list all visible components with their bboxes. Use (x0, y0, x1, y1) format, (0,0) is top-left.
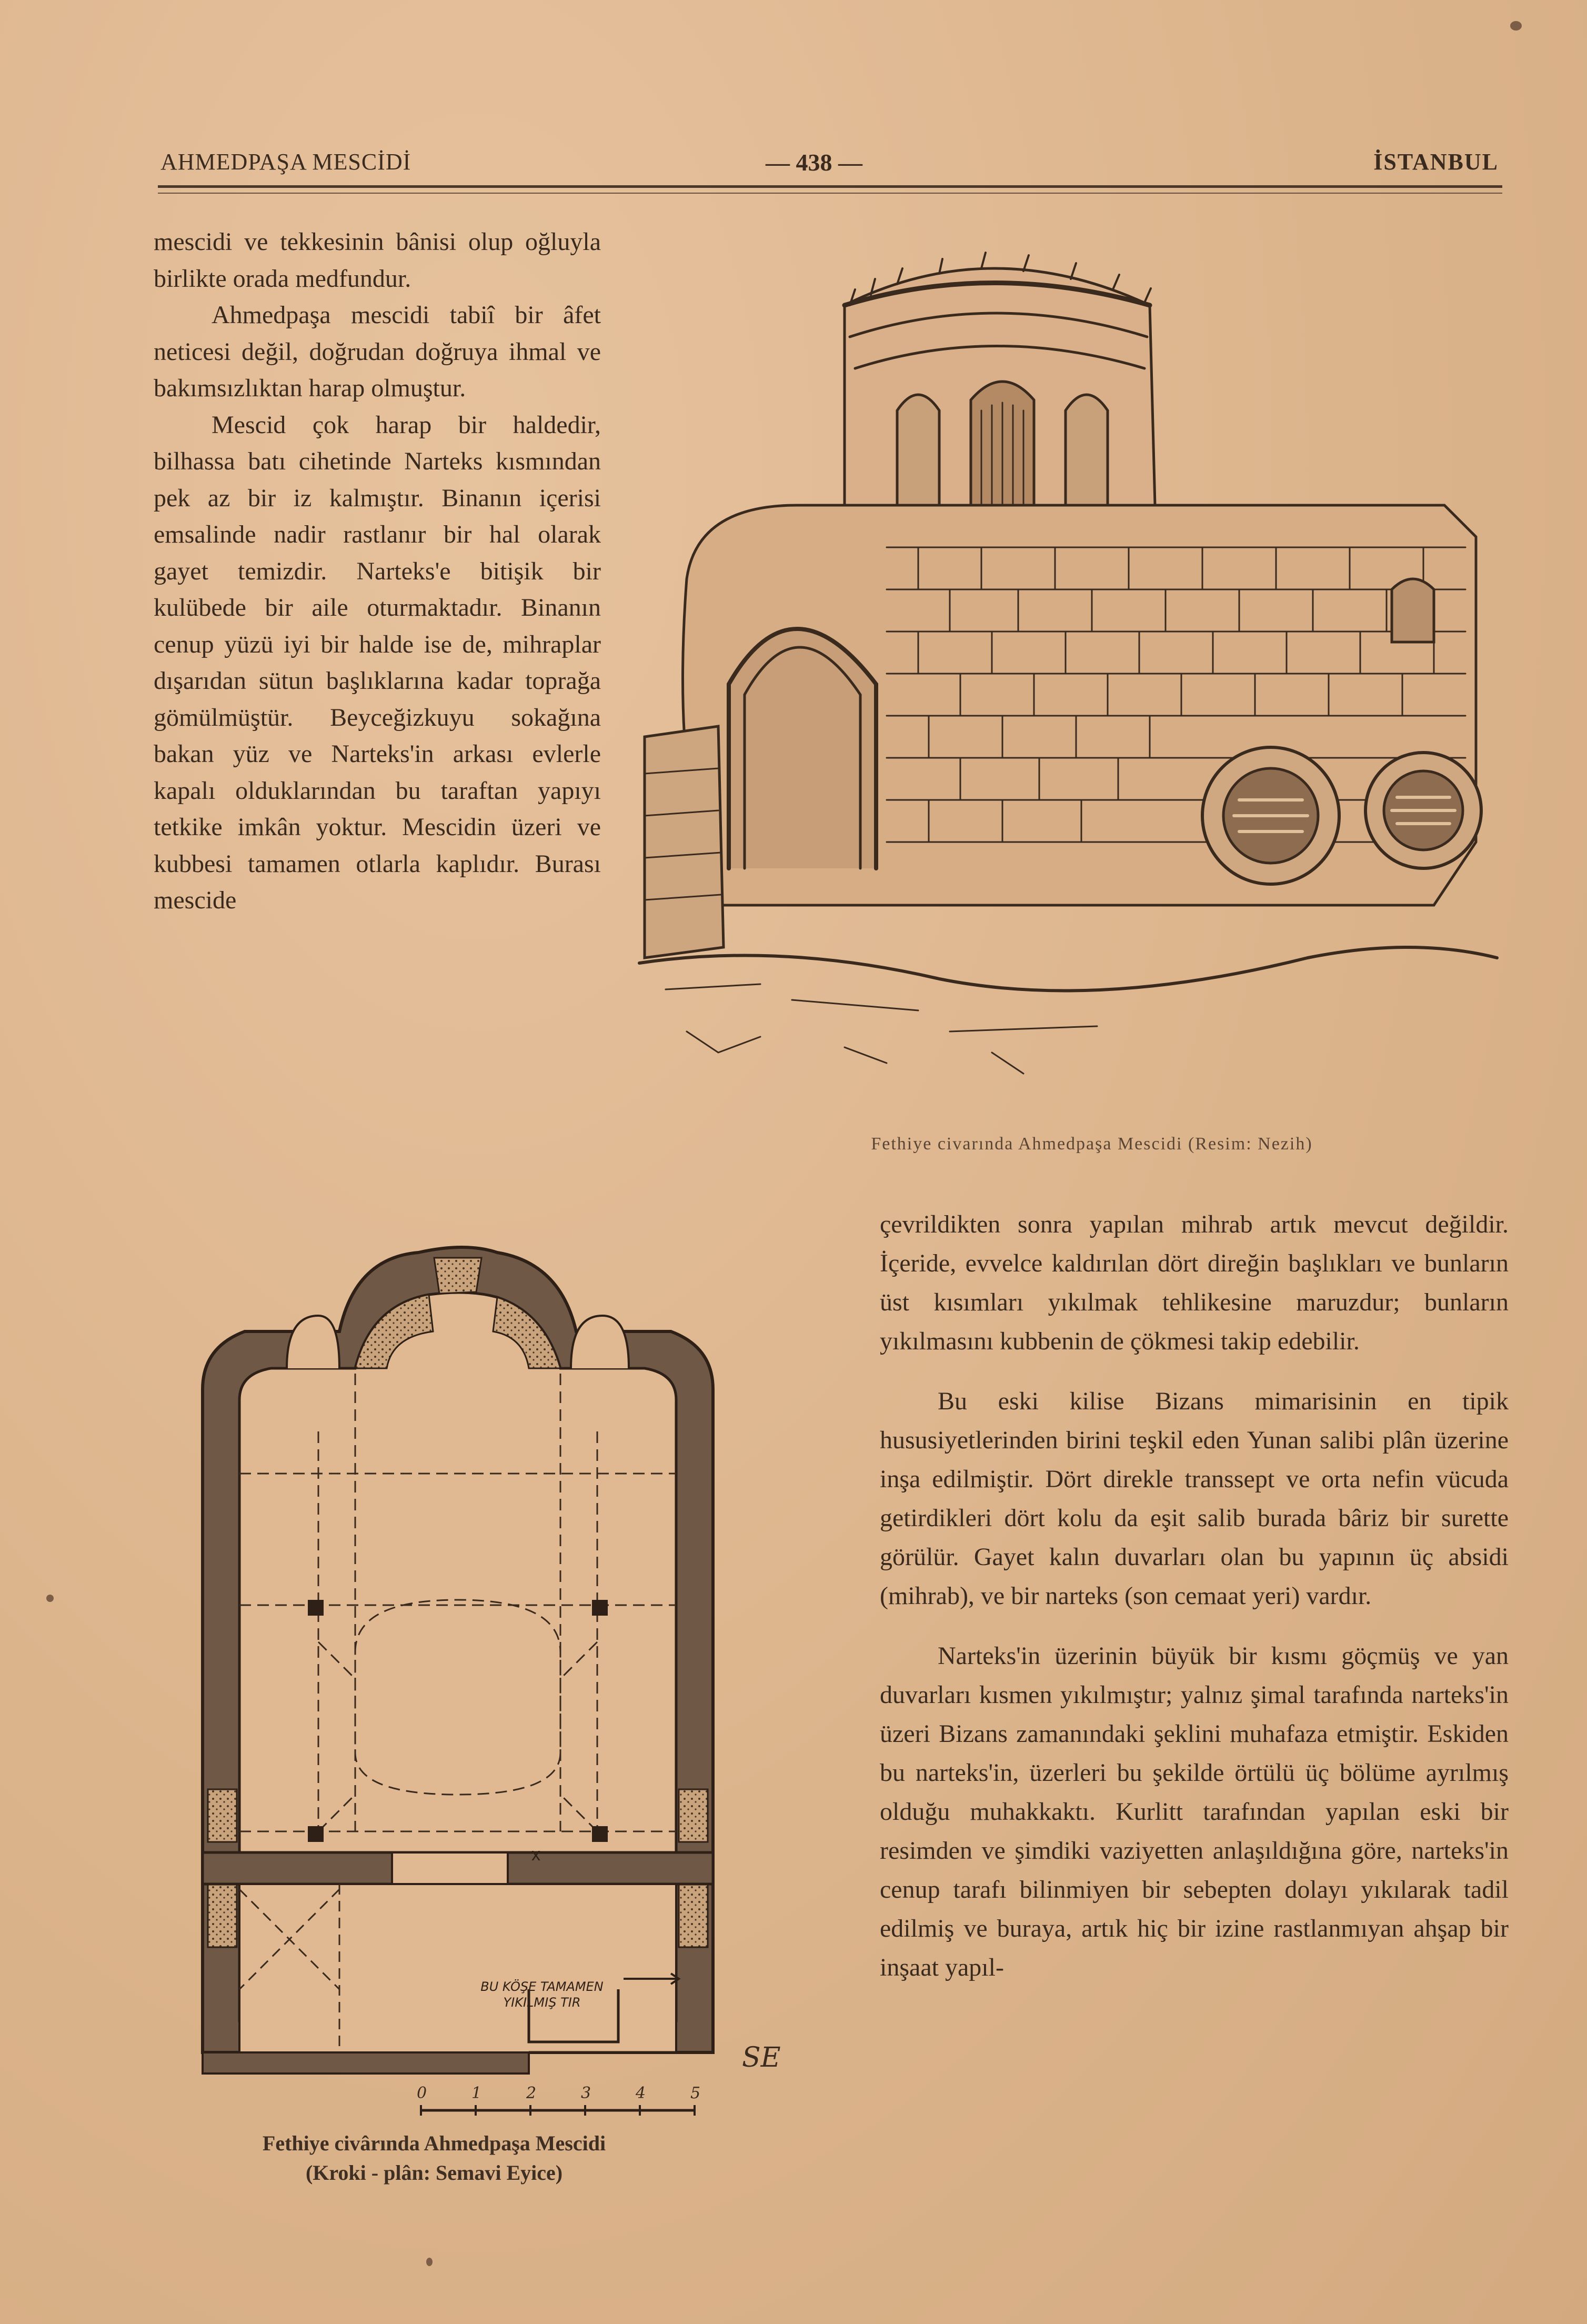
left-text-column (154, 224, 601, 919)
plan-note (463, 1979, 621, 2010)
paper-stain (46, 1595, 54, 1602)
left-paragraph-3: Mescid çok harap bir haldedir, bilhassa batı cihetinde Narteks kısmından pek az bir iz kalmıştır. Binanın içerisi emsalinde nadir rastlanır bir hal olarak gayet temizdir. Narteks'e bitişik bir kulübede bir aile oturmaktadır. Binanın cenup yüzü iyi bir halde ise de, mihraplar dışarıdan sütun başlıklarına kadar toprağa gömülmüştür. Beyceğizkuyu sokağına bakan yüz ve Narteks'in arkası evlerle kapalı olduklarından bu taraftan yapıyı tetkike imkân yoktur. Mescidin üzeri ve kubbesi tamamen otlarla kaplıdır. Burası mescide (154, 410, 601, 914)
scale-label-5: 5 (690, 2084, 701, 2102)
plan-caption-line-2: (Kroki - plân: Semavi Eyice) (305, 2161, 563, 2185)
scale-label-3: 3 (581, 2084, 591, 2102)
scale-label-1: 1 (471, 2084, 482, 2102)
scale-label-0: 0 (417, 2084, 427, 2102)
plan-note-line-2: YIKILMIŞ TIR (503, 1995, 581, 2010)
left-paragraph-2: Ahmedpaşa mescidi tabiî bir âfet neticesi değil, doğrudan doğruya ihmal ve bakımsızlıktan harap olmuştur. (154, 301, 601, 402)
plan-mark-x: x (531, 1845, 540, 1865)
running-header-section: İSTANBUL (1373, 149, 1499, 175)
plan-scale-bar (410, 2084, 705, 2121)
right-paragraph-1: çevrildikten sonra yapılan mihrab artık mevcut değildir. İçeride, evvelce kaldırılan dört direğin başlıkları ve bunların üst kısımları yıkılmak tehlikesine maruzdur; bunların yıkılmasını kubbenin de çökmesi takip edebilir. (880, 1210, 1509, 1355)
header-rule-thin (158, 193, 1502, 194)
drawing-caption: Fethiye civarında Ahmedpaşa Mescidi (Resim: Nezih) (871, 1134, 1313, 1154)
right-paragraph-2: Bu eski kilise Bizans mimarisinin en tipik hususiyetlerinden birini teşkil eden Yunan salibi plân üzerine inşa edilmiştir. Dört direkle transsept ve orta nefin vücuda getirdikleri dört kolu da eşit salib burada bâriz bir surette görülür. Gayet kalın duvarları olan bu yapının üç absidi (mihrab), ve bir narteks (son cemaat yeri) vardır. (880, 1387, 1509, 1610)
plan-caption (174, 2129, 695, 2188)
right-paragraph-3: Narteks'in üzerinin büyük bir kısmı göçmüş ve yan duvarları kısmen yıkılmıştır; yalnız şimal tarafında narteks'in üzeri Bizans zamanındaki şeklini muhafaza etmiştir. Eskiden bu narteks'in, üzerleri bu şekilde örtülü üç bölüme ayrılmış olduğu muhakkaktı. Kurlitt tarafından yapılan eski bir resimden ve şimdiki vaziyetten anlaşıldığına göre, narteks'in cenup tarafı bilinmiyen bir sebepten dolayı yıkılarak tadil edilmiş ve buraya, artık hiç bir izine rastlanmıyan ahşap bir inşaat yapıl- (880, 1642, 1509, 1981)
left-paragraph-1: mescidi ve tekkesinin bânisi olup oğluyla birlikte orada medfundur. (154, 228, 601, 293)
paper-stain (1510, 21, 1522, 31)
running-header-title: AHMEDPAŞA MESCİDİ (160, 149, 411, 175)
plan-caption-line-1: Fethiye civârında Ahmedpaşa Mescidi (262, 2131, 606, 2155)
right-text-column (880, 1205, 1509, 1987)
scale-bar-graphic (410, 2084, 705, 2121)
scale-label-2: 2 (526, 2084, 537, 2102)
mosque-sketch-illustration (624, 211, 1529, 1121)
paper-stain (426, 2258, 433, 2266)
artist-signature: SE (742, 2042, 781, 2073)
plan-note-line-1: BU KÖŞE TAMAMEN (480, 1979, 604, 1994)
header-rule (158, 185, 1502, 188)
scale-label-4: 4 (636, 2084, 646, 2102)
page-number: — 438 — (766, 149, 862, 176)
